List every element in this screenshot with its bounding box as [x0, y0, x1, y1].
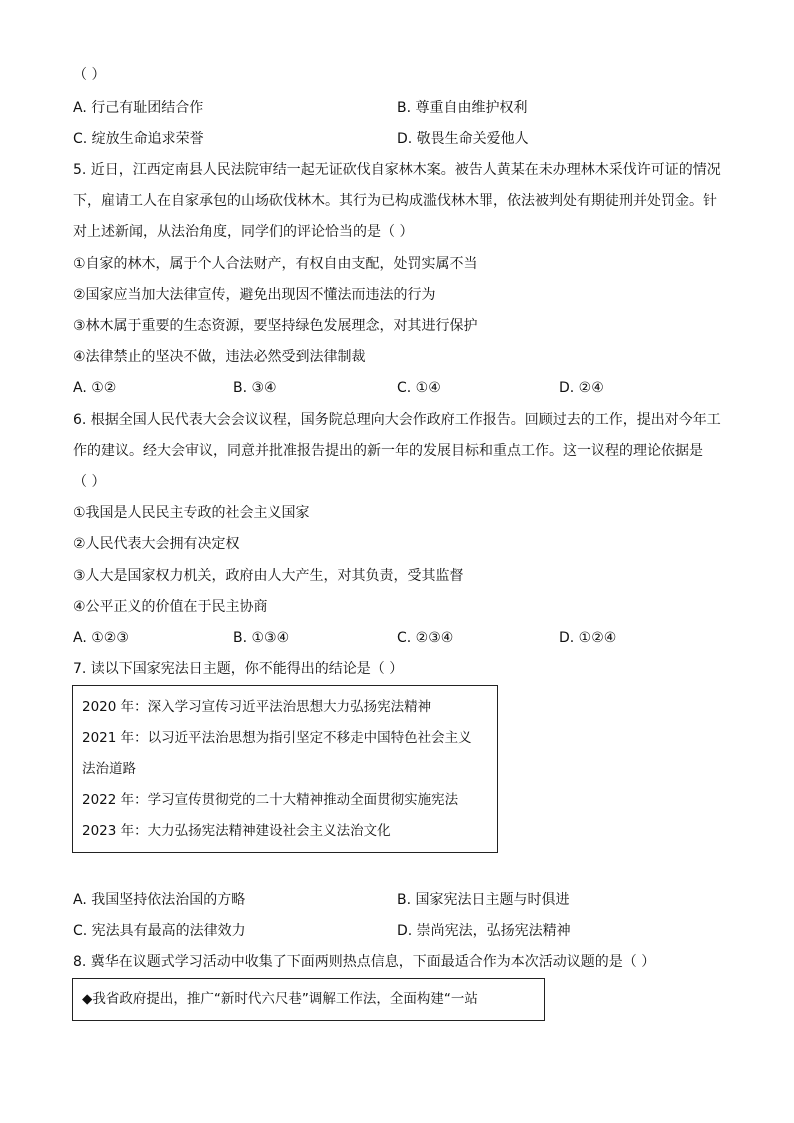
q4-option-c: C. 绽放生命追求荣誉: [73, 131, 204, 147]
q5-option-b: B. ③④: [233, 380, 277, 396]
q5-item: ④法律禁止的坚决不做，违法必然受到法律制裁: [73, 349, 366, 365]
q5-item: ①自家的林木，属于个人合法财产，有权自由支配，处罚实属不当: [73, 256, 478, 272]
q7-option-d: D. 崇尚宪法，弘扬宪法精神: [397, 923, 571, 939]
q6-item: ③人大是国家权力机关，政府由人大产生，对其负责，受其监督: [73, 568, 464, 584]
q7-theme-line: 2022 年：学习宣传贯彻党的二十大精神推动全面贯彻实施宪法: [82, 792, 459, 808]
q6-item: ④公平正义的价值在于民主协商: [73, 599, 268, 615]
q7-option-c: C. 宪法具有最高的法律效力: [73, 923, 246, 939]
q5-option-c: C. ①④: [397, 380, 441, 396]
q6-stem-line: 6. 根据全国人民代表大会会议议程，国务院总理向大会作政府工作报告。回顾过去的工作，提出对今年工: [73, 412, 721, 428]
q6-option-c: C. ②③④: [397, 630, 454, 646]
q6-option-b: B. ①③④: [233, 630, 290, 646]
q5-stem-line: 5. 近日，江西定南县人民法院审结一起无证砍伐自家林木案。被告人黄某在未办理林木采伐许可证的情况: [73, 162, 721, 178]
q5-option-a: A. ①②: [73, 380, 117, 396]
q8-stem: 8. 冀华在议题式学习活动中收集了下面两则热点信息，下面最适合作为本次活动议题的是（ ）: [73, 954, 656, 970]
q4-option-d: D. 敬畏生命关爱他人: [397, 131, 529, 147]
q6-item: ①我国是人民民主专政的社会主义国家: [73, 505, 310, 521]
q5-item: ②国家应当加大法律宣传，避免出现因不懂法而违法的行为: [73, 287, 436, 303]
q7-theme-box: [72, 685, 498, 853]
q7-option-a: A. 我国坚持依法治国的方略: [73, 892, 246, 908]
q7-stem: 7. 读以下国家宪法日主题，你不能得出的结论是（ ）: [73, 661, 404, 677]
q8-info-line: ◆我省政府提出，推广“新时代六尺巷”调解工作法，全面构建“一站: [82, 991, 478, 1007]
q5-stem-line: 下，雇请工人在自家承包的山场砍伐林木。其行为已构成滥伐林木罪，依法被判处有期徒刑并处罚金。针: [73, 193, 717, 209]
q7-theme-line: 2023 年：大力弘扬宪法精神建设社会主义法治文化: [82, 823, 391, 839]
q6-stem-line: （ ）: [73, 474, 106, 490]
q5-item: ③林木属于重要的生态资源，要坚持绿色发展理念，对其进行保护: [73, 318, 478, 334]
q6-item: ②人民代表大会拥有决定权: [73, 536, 240, 552]
q8-info-box: [72, 978, 545, 1021]
q5-stem-line: 对上述新闻，从法治角度，同学们的评论恰当的是（ ）: [73, 224, 414, 240]
q6-stem-line: 作的建议。经大会审议，同意并批准报告提出的新一年的发展目标和重点工作。这一议程的理论依据是: [73, 443, 703, 459]
q7-theme-line: 2020 年：深入学习宣传习近平法治思想大力弘扬宪法精神: [82, 699, 432, 715]
q6-option-d: D. ①②④: [559, 630, 617, 646]
q7-theme-line: 法治道路: [82, 761, 136, 777]
q4-paren: （ ）: [73, 67, 106, 83]
q7-option-b: B. 国家宪法日主题与时俱进: [397, 892, 570, 908]
q5-option-d: D. ②④: [559, 380, 604, 396]
q7-theme-line: 2021 年：以习近平法治思想为指引坚定不移走中国特色社会主义: [82, 730, 472, 746]
q4-option-a: A. 行己有耻团结合作: [73, 100, 204, 116]
q6-option-a: A. ①②③: [73, 630, 129, 646]
q4-option-b: B. 尊重自由维护权利: [397, 100, 528, 116]
